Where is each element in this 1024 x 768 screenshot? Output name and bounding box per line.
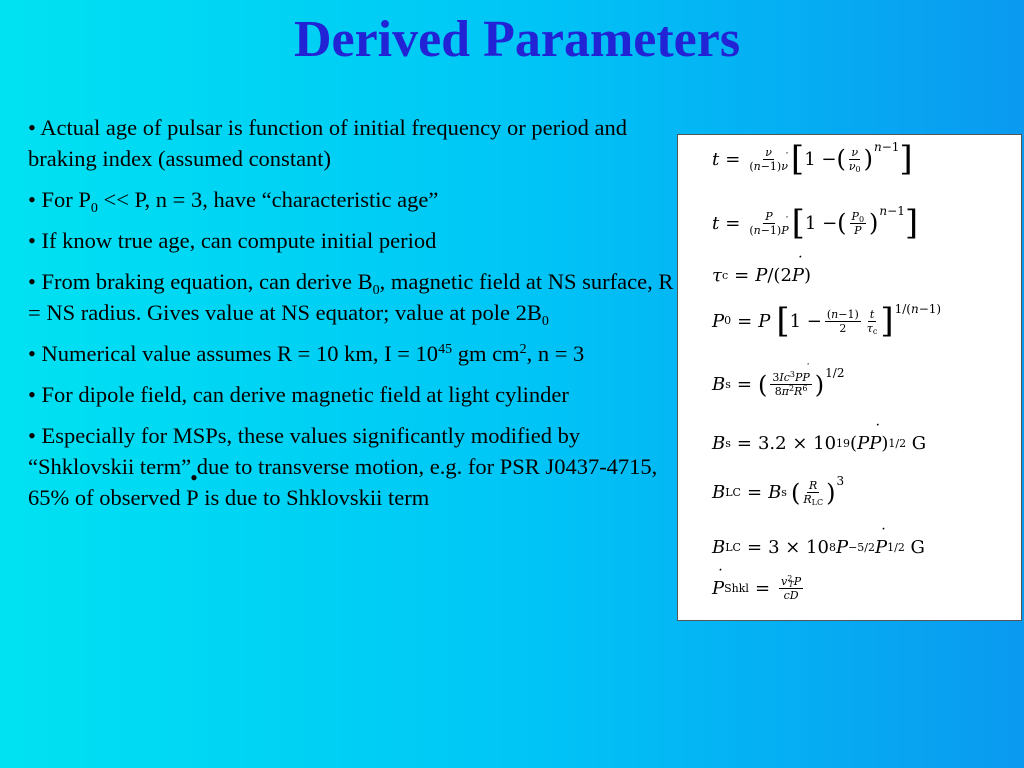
equation-initial-period: P 0 = P [ 1 − $\frac{(n-1)}{2}$ $\frac{t}{\tau_c}$ ] 1/(n−1) — [712, 301, 942, 341]
equation-shklovskii-term: P ˙ Shkl = $\frac{v^2_TP}{cD}$ — [712, 575, 806, 602]
bullet-initial-period: • If know true age, can compute initial period — [28, 228, 437, 253]
equation-surface-field-numeric: B s = 3.2 × 10 19 ( P P ˙ ) 1/2 G — [712, 433, 926, 454]
slide-title: Derived Parameters — [293, 11, 741, 68]
bullet-actual-age: • Actual age of pulsar is function of initial frequency or period and braking index (assumed constant) — [28, 115, 627, 171]
bullet-magnetic-field: • From braking equation, can derive $B_0$, magnetic field at NS surface, R = NS radius. Gives value at NS equator; value at pole $2B_0$ — [28, 269, 674, 329]
bullet-dipole-field: • For dipole field, can derive magnetic field at light cylinder — [28, 382, 569, 407]
bullet-characteristic-age: • For $P_0 << P$, n = 3, have “characteristic age” — [28, 187, 439, 216]
equation-age-period: t = $\frac{P}{(n-1)P}$ ˙ [ 1 − ( $\frac{P_0}{P}$ ) n−1 ] — [712, 209, 918, 237]
equation-surface-field: B s = ( $\frac{3Ic^3PP ˙}{8\pi^2R^6}$ ) 1/2 — [712, 371, 844, 398]
bullet-list — [28, 112, 683, 523]
equation-light-cylinder-field-numeric: B LC = 3 × 10 8 P −5/2 P ˙ 1/2 G — [712, 537, 925, 558]
equation-light-cylinder-field: B LC = B s ( $\frac{R}{R_{LC}}$ ) 3 — [712, 473, 845, 507]
equation-characteristic-age: τ c = P /(2 P ˙ ) — [712, 265, 811, 286]
bullet-numerical-value: • Numerical value assumes R = 10 km, $I = 10^{45}$ gm $cm^2$, n = 3 — [28, 341, 585, 366]
equation-panel — [677, 134, 1022, 621]
equation-age-frequency: t = $\frac{\nu}{(n-1)\nu}$ ˙ [ 1 − ( $\frac{\nu}{\nu_0}$ ) n−1 ] — [712, 145, 913, 173]
bullet-shklovskii: • Especially for MSPs, these values significantly modified by “Shklovskii term” due to transverse motion, e.g. for PSR J0437-4715, 65% of observed • P is due to Shklovskii term — [28, 420, 683, 513]
